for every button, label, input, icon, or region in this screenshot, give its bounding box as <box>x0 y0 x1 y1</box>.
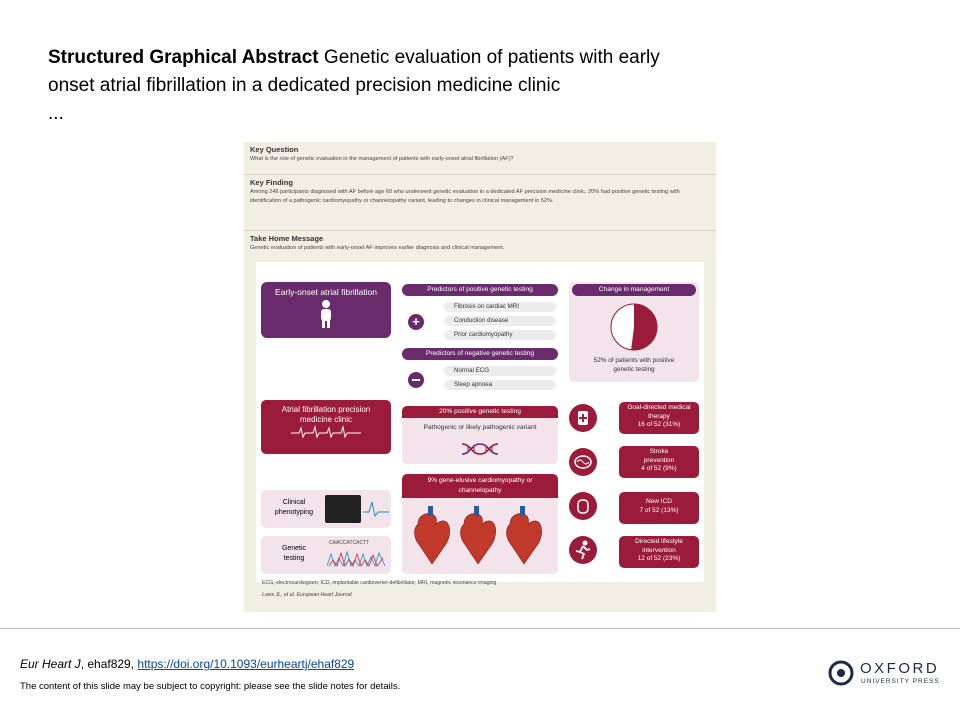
af-clinic-box <box>261 400 391 454</box>
person-heart-icon <box>315 299 337 329</box>
predictor-negative-item: Normal ECG <box>444 366 556 376</box>
graphical-abstract <box>244 142 716 612</box>
take-home-heading: Take Home Message <box>250 234 324 243</box>
article-id: , ehaf829, <box>80 657 138 671</box>
change-management-box <box>569 282 699 382</box>
running-person-icon <box>569 536 597 564</box>
footer-divider <box>0 628 960 629</box>
ecg-trace-icon <box>291 425 361 439</box>
heart-anatomy-icon <box>410 504 550 568</box>
af-clinic-label: Atrial fibrillation precision medicine clinic <box>281 405 371 424</box>
gene-elusive-title: 9% gene-elusive cardiomyopathy or channelopathy <box>402 474 558 498</box>
key-question-section <box>244 142 716 167</box>
outcome-card <box>619 402 699 434</box>
ecg-wave-icon <box>363 500 389 518</box>
change-management-pie-chart <box>609 302 659 352</box>
outcome-label: Goal-directed medical therapy <box>627 404 691 420</box>
take-home-section <box>244 230 716 256</box>
key-question-heading: Key Question <box>250 145 299 154</box>
mri-image-icon <box>325 495 361 523</box>
predictor-negative-item: Sleep apnoea <box>444 380 556 390</box>
slide-title <box>48 44 708 128</box>
clinical-phenotyping-box <box>261 490 391 528</box>
citation <box>20 657 354 671</box>
reference-text: Laws JL, et al. European Heart Journal <box>262 592 352 598</box>
take-home-text: Genetic evaluation of patients with early-onset AF improves earlier diagnosis and clinical management. <box>250 245 505 251</box>
key-question-text: What is the role of genetic evaluation in the management of patients with early-onset atrial fibrillation (AF)? <box>250 156 514 162</box>
oxford-emblem-icon <box>828 660 854 686</box>
brain-icon <box>569 448 597 476</box>
outcome-card <box>619 492 699 524</box>
gene-elusive-box <box>402 474 558 574</box>
genetic-testing-label: Genetic testing <box>281 545 307 562</box>
positive-testing-title: 20% positive genetic testing <box>402 406 558 418</box>
outcome-value: 4 of 52 (9%) <box>641 465 677 472</box>
outcome-label: Stroke prevention <box>643 448 675 464</box>
medication-icon <box>569 404 597 432</box>
outcome-card <box>619 446 699 478</box>
dna-sequence-text: CAACCATCACTT <box>329 540 370 546</box>
slide-title-ellipsis: ... <box>48 103 64 124</box>
early-onset-af-box <box>261 282 391 338</box>
abstract-panel <box>256 262 704 582</box>
copyright-notice: The content of this slide may be subject to copyright: please see the slide notes for details. <box>20 681 401 692</box>
genetic-testing-box <box>261 536 391 574</box>
change-management-caption: 52% of patients with positive genetic testing <box>593 357 675 373</box>
outcome-value: 12 of 52 (23%) <box>637 555 681 562</box>
plus-icon: + <box>408 314 424 330</box>
pie-changed-slice <box>631 304 657 350</box>
key-finding-text: Among 246 participants diagnosed with AF before age 60 who underwent genetic evaluation in a dedicated AF precision medicine clinic, 20% had positive genetic testing with identification of a pathogenic cardiomyopathy or channelopathy variant, leading to changes in clinical management in 52%. <box>250 189 680 204</box>
chromatogram-icon <box>327 548 385 568</box>
positive-testing-subtitle: Pathogenic or likely pathogenic variant <box>423 424 537 431</box>
outcome-value: 16 of 52 (31%) <box>637 421 681 428</box>
key-finding-section <box>244 174 716 208</box>
change-management-title: Change in management <box>572 284 696 296</box>
outcome-value: 7 of 52 (13%) <box>639 506 679 514</box>
abbreviations-text: ECG, electrocardiogram; ICD, implantable cardioverter-defibrillator; MRI, magnetic resonance imaging <box>262 580 497 586</box>
doi-link[interactable]: https://doi.org/10.1093/eurheartj/ehaf829 <box>137 657 355 671</box>
predictors-positive-title: Predictors of positive genetic testing <box>402 284 558 296</box>
icd-device-icon <box>569 492 597 520</box>
key-finding-heading: Key Finding <box>250 178 293 187</box>
outcome-card <box>619 536 699 568</box>
predictors-negative-title: Predictors of negative genetic testing <box>402 348 558 360</box>
outcome-label: Directed lifestyle intervention <box>635 538 683 554</box>
outcome-label: New ICD <box>645 498 672 505</box>
oxford-logo <box>828 658 943 688</box>
publisher-name: OXFORD <box>860 660 940 677</box>
early-onset-af-label: Early-onset atrial fibrillation <box>274 287 378 297</box>
journal-name: Eur Heart J <box>20 657 81 671</box>
clinical-phenotyping-label: Clinical phenotyping <box>274 499 314 516</box>
positive-testing-box <box>402 406 558 464</box>
slide-title-bold: Structured Graphical Abstract <box>48 47 319 68</box>
publisher-subtitle: UNIVERSITY PRESS <box>861 678 940 685</box>
predictor-positive-item: Fibrosis on cardiac MRI <box>444 302 556 312</box>
predictor-positive-item: Conduction disease <box>444 316 556 326</box>
predictor-positive-item: Prior cardiomyopathy <box>444 330 556 340</box>
slide-title-text: Genetic evaluation of patients with early onset atrial fibrillation in a dedicated precision medicine clinic <box>48 47 660 96</box>
dna-icon <box>462 440 498 458</box>
minus-icon <box>408 372 424 388</box>
